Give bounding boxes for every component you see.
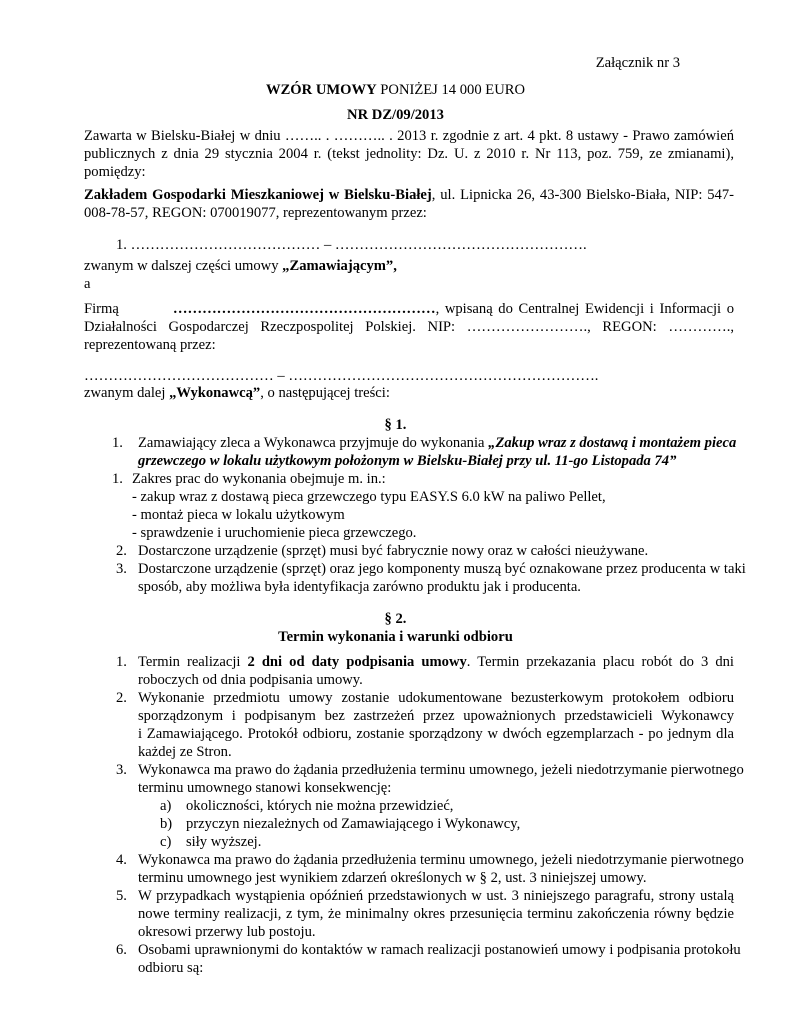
party2-representative: ………………………………… – ………………………………………………………. (84, 368, 599, 384)
party1-representative: 1. ………………………………… – ……………………………………………. (116, 237, 587, 253)
s2-item-5-line-2: nowe terminy realizacji, z tym, że minimalny okres przesunięcia terminu zakończenia równy będzie (138, 906, 734, 922)
s2-item-3-line-2: terminu umownego stanowi konsekwencję: (138, 780, 392, 796)
s2-item-3-c: siły wyższej. (186, 834, 262, 850)
s2-item-5-line-1: W przypadkach wystąpienia opóźnień przedstawionych w ust. 3 niniejszego paragrafu, strony ustalą (138, 888, 734, 904)
s1-scope-item-3: - sprawdzenie i uruchomienie pieca grzewczego. (132, 525, 417, 541)
s2-item-2-line-2: sporządzonym i podpisanym bez zastrzeżeń przez upoważnionych przedstawicieli Wykonawcy (138, 708, 734, 724)
s2-item-3-a: okoliczności, których nie można przewidzieć, (186, 798, 454, 814)
s1-point-2: Dostarczone urządzenie (sprzęt) musi być fabrycznie nowy oraz w całości nieużywane. (138, 543, 649, 559)
party2-line-2: Działalności Gospodarczej Rzeczpospolitej Polskiej. NIP: ……………………., REGON: …………., (84, 319, 734, 335)
firm-placeholder: ……………………………………………… (172, 301, 436, 317)
s2-item-3-line-1: Wykonawca ma prawo do żądania przedłużenia terminu umownego, jeżeli niedotrzymanie pierwotnego (138, 762, 744, 778)
section-2-subheading: Termin wykonania i warunki odbioru (278, 629, 513, 645)
title-rest: PONIŻEJ 14 000 EURO (376, 82, 526, 98)
intro-line-2: publicznych z dnia 29 stycznia 2004 r. (tekst jednolity: Dz. U. z 2010 r. Nr 113, poz. 759, ze zmianami), (84, 146, 734, 162)
party1-line-2: 008-78-57, REGON: 070019077, reprezentowanym przez: (84, 205, 427, 221)
document-title (0, 81, 791, 99)
s1-point-1-line-2: grzewczego w lokalu użytkowym położonym w Bielsku-Białej przy ul. 11-go Listopada 74” (138, 453, 677, 469)
s2-item-4-line-2: terminu umownego jest wynikiem zdarzeń określonych w § 2, ust. 3 niniejszej umowy. (138, 870, 647, 886)
zamawiajacy-label: „Zamawiającym”, (282, 258, 397, 274)
s1-point-3-line-2: sposób, aby możliwa była identyfikacja zarówno produktu jak i producenta. (138, 579, 581, 595)
s1-scope: Zakres prac do wykonania obejmuje m. in.: (132, 471, 386, 487)
s2-item-6-line-1: Osobami uprawnionymi do kontaktów w ramach realizacji postanowień umowy i podpisania protokołu (138, 942, 741, 958)
s2-item-2-line-4: każdej ze Stron. (138, 744, 232, 760)
attachment-label: Załącznik nr 3 (595, 55, 680, 71)
wykonawca-label: „Wykonawcą” (169, 385, 261, 401)
s2-item-6-line-2: odbioru są: (138, 960, 204, 976)
party1-called: zwanym w dalszej części umowy „Zamawiającym”, (84, 258, 397, 274)
s2-item-2-line-3: i Zamawiającego. Protokół odbioru, zostanie sporządzony w dwóch egzemplarzach - po jednym dla (138, 726, 734, 742)
party2-line-1: Firmą ………………………………………………, wpisaną do Centralnej Ewidencji i Informacji o (84, 301, 734, 317)
s2-item-4-line-1: Wykonawca ma prawo do żądania przedłużenia terminu umownego, jeżeli niedotrzymanie pierwotnego (138, 852, 744, 868)
party1-name: Zakładem Gospodarki Mieszkaniowej w Bielsku-Białej (84, 187, 432, 203)
party2-line-3: reprezentowaną przez: (84, 337, 216, 353)
order-subject: „Zakup wraz z dostawą i montażem pieca (488, 435, 737, 451)
s1-scope-item-2: - montaż pieca w lokalu użytkowym (132, 507, 345, 523)
s2-item-1-line-2: roboczych od dnia podpisania umowy. (138, 672, 363, 688)
party2-called: zwanym dalej „Wykonawcą”, o następującej treści: (84, 385, 390, 401)
s2-item-3-b: przyczyn niezależnych od Zamawiającego i Wykonawcy, (186, 816, 521, 832)
s2-item-2-line-1: Wykonanie przedmiotu umowy zostanie udokumentowane bezusterkowym protokołem odbioru (138, 690, 734, 706)
title-bold: WZÓR UMOWY (265, 82, 377, 98)
s2-item-1-line-1: Termin realizacji 2 dni od daty podpisania umowy. Termin przekazania placu robót do 3 dni (138, 654, 734, 670)
section-1-heading: § 1. (384, 417, 407, 433)
deadline-bold: 2 dni od daty podpisania umowy (247, 654, 467, 670)
party1-line-1: Zakładem Gospodarki Mieszkaniowej w Bielsku-Białej, ul. Lipnicka 26, 43-300 Bielsko-Biała, NIP: 547- (84, 187, 734, 203)
section-2-heading: § 2. (384, 611, 407, 627)
s1-scope-item-1: - zakup wraz z dostawą pieca grzewczego typu EASY.S 6.0 kW na paliwo Pellet, (132, 489, 606, 505)
conjunction-a: a (84, 276, 91, 292)
intro-line-1: Zawarta w Bielsku-Białej w dniu …….. . ……….. . 2013 r. zgodnie z art. 4 pkt. 8 ustawy - Prawo zamówień (84, 128, 734, 144)
contract-number: NR DZ/09/2013 (347, 107, 444, 123)
s1-point-1-line-1: Zamawiający zleca a Wykonawca przyjmuje do wykonania „Zakup wraz z dostawą i montażem pieca (138, 435, 737, 451)
intro-line-3: pomiędzy: (84, 164, 146, 180)
s1-point-3-line-1: Dostarczone urządzenie (sprzęt) oraz jego komponenty muszą być oznakowane przez producenta w taki (138, 561, 746, 577)
s2-item-5-line-3: okresowi przerwy lub postoju. (138, 924, 316, 940)
